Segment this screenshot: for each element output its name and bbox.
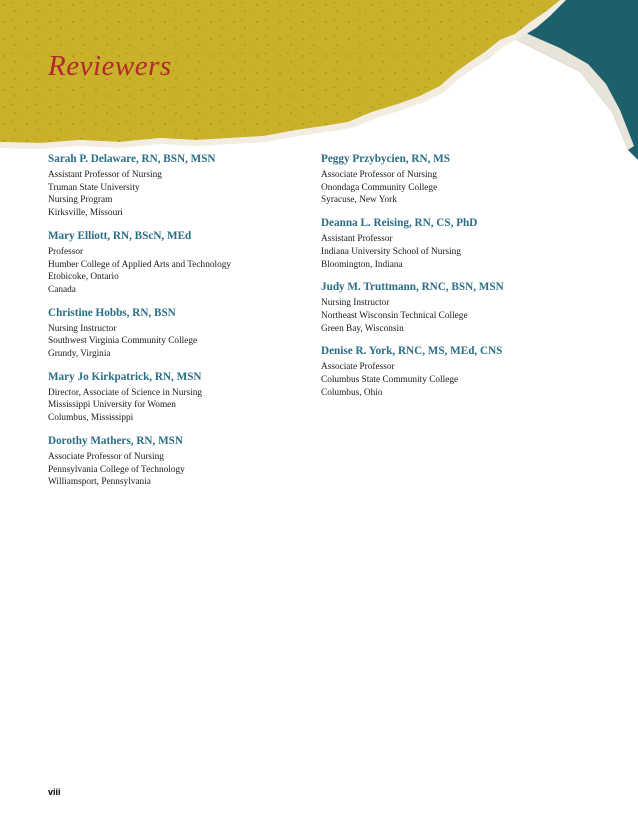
reviewer-name: Christine Hobbs, RN, BSN	[48, 306, 176, 319]
reviewer-detail: Northeast Wisconsin Technical College	[321, 310, 468, 321]
reviewers-right-column	[321, 152, 583, 408]
reviewer-detail: Associate Professor of Nursing	[48, 451, 164, 462]
reviewer-detail: Williamsport, Pennsylvania	[48, 477, 151, 488]
reviewer-detail: Onondaga Community College	[321, 182, 438, 193]
reviewer-detail: Indiana University School of Nursing	[321, 246, 461, 257]
reviewer-detail: Grundy, Virginia	[48, 349, 111, 360]
reviewer-detail: Humber College of Applied Arts and Technology	[48, 259, 232, 270]
reviewer-detail: Nursing Program	[48, 195, 113, 206]
reviewer-detail: Bloomington, Indiana	[321, 259, 403, 270]
reviewer-detail: Professor	[48, 246, 84, 257]
reviewer-detail: Green Bay, Wisconsin	[321, 323, 404, 334]
page-title: Reviewers	[48, 50, 172, 82]
reviewer-name: Mary Elliott, RN, BScN, MEd	[48, 229, 192, 242]
reviewer-detail: Nursing Instructor	[48, 323, 117, 334]
reviewer-name: Peggy Przybycien, RN, MS	[321, 153, 450, 165]
reviewer-entry	[48, 152, 310, 220]
reviewer-detail: Director, Associate of Science in Nursing	[48, 387, 203, 398]
reviewer-detail: Etobicoke, Ontario	[48, 272, 119, 283]
reviewer-detail: Assistant Professor	[321, 234, 393, 245]
reviewer-detail: Truman State University	[48, 182, 140, 193]
reviewer-name: Judy M. Truttmann, RNC, BSN, MSN	[321, 281, 504, 294]
reviewer-entry	[321, 152, 583, 207]
reviewer-detail: Columbus, Ohio	[321, 387, 383, 398]
reviewer-name: Denise R. York, RNC, MS, MEd, CNS	[321, 345, 503, 358]
reviewer-entry	[321, 216, 583, 271]
reviewer-detail: Assistant Professor of Nursing	[48, 170, 162, 180]
reviewer-detail: Columbus State Community College	[321, 375, 459, 386]
reviewer-name: Dorothy Mathers, RN, MSN	[48, 434, 183, 447]
reviewer-detail: Mississippi University for Women	[48, 400, 176, 411]
reviewer-detail: Canada	[48, 284, 76, 295]
reviewer-detail: Associate Professor of Nursing	[321, 170, 437, 180]
reviewer-detail: Kirksville, Missouri	[48, 208, 123, 219]
reviewer-detail: Associate Professor	[321, 362, 395, 373]
reviewer-entry	[48, 370, 310, 425]
reviewer-name: Sarah P. Delaware, RN, BSN, MSN	[48, 153, 216, 165]
reviewer-entry	[321, 280, 583, 335]
reviewer-entry	[48, 229, 310, 297]
reviewer-entry	[48, 306, 310, 361]
reviewer-detail: Southwest Virginia Community College	[48, 336, 198, 347]
reviewer-name: Mary Jo Kirkpatrick, RN, MSN	[48, 370, 202, 383]
reviewer-detail: Columbus, Mississippi	[48, 413, 134, 424]
reviewers-left-column	[48, 152, 310, 498]
reviewer-detail: Pennsylvania College of Technology	[48, 464, 185, 475]
reviewer-entry	[321, 344, 583, 399]
reviewer-entry	[48, 434, 310, 489]
reviewer-detail: Nursing Instructor	[321, 298, 390, 309]
reviewer-detail: Syracuse, New York	[321, 195, 397, 206]
page-number: viii	[48, 787, 61, 797]
reviewer-name: Deanna L. Reising, RN, CS, PhD	[321, 217, 478, 230]
